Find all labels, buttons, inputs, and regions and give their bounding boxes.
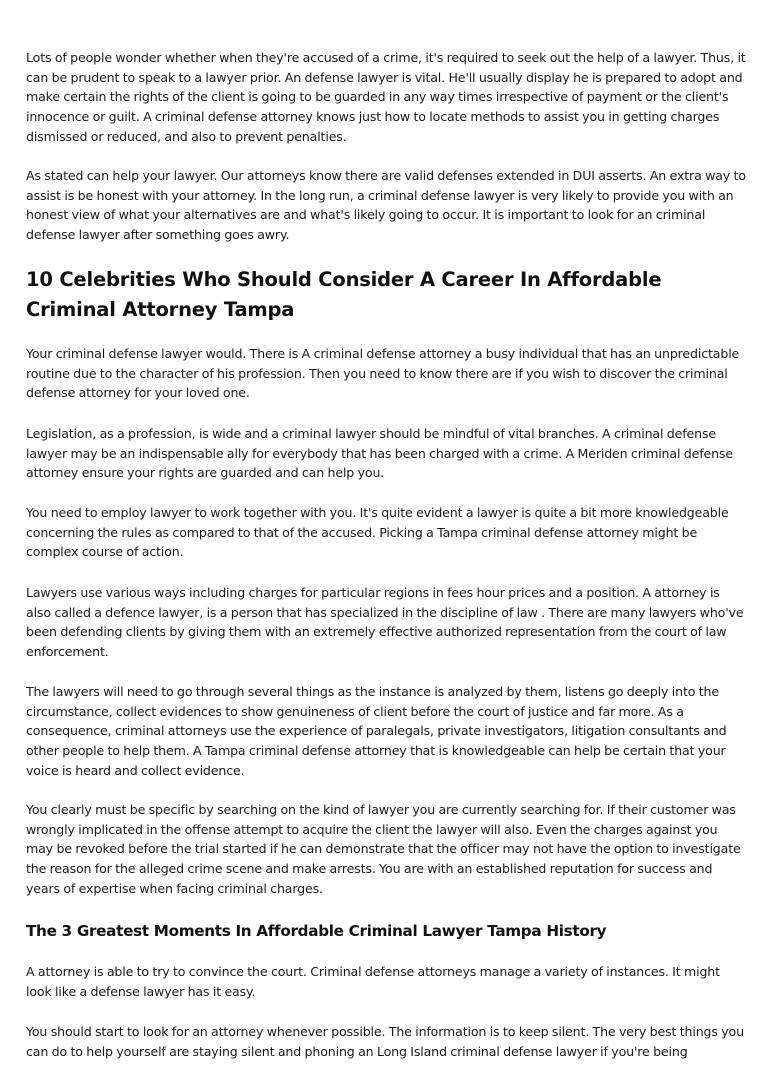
section2-paragraph-1: A attorney is able to try to convince the court. Criminal defense attorneys manage a variety of instances. It might look like a defense lawyer has it easy. (26, 964, 720, 999)
intro-paragraph-2: As stated can help your lawyer. Our attorneys know there are valid defenses extended in DUI asserts. An extra way to assist is be honest with your attorney. In the long run, a criminal defense lawyer is very likely to provide you with an honest view of what your alternatives are and what's likely going to occur. It is important to look for an criminal defense lawyer after something goes awry. (26, 168, 746, 243)
section1-paragraph-3: You need to employ lawyer to work together with you. It's quite evident a lawyer is quite a bit more knowledgeable concerning the rules as compared to that of the accused. Picking a Tampa criminal defense attorney might be complex course of action. (26, 505, 729, 560)
section1-paragraph-4: Lawyers use various ways including charges for particular regions in fees hour prices and a position. A attorney is also called a defence lawyer, is a person that has specialized in the discipline of law . There are many lawyers who've been defending clients by giving them with an extremely effective authorized representation from the court of law enforcement. (26, 585, 744, 660)
intro-paragraph-1: Lots of people wonder whether when they're accused of a crime, it's required to seek out the help of a lawyer. Thus, it can be prudent to speak to a lawyer prior. An defense lawyer is vital. He'll usually display he is prepared to adopt and make certain the rights of the client is going to be guarded in any way times irrespective of payment or the client's innocence or guilt. A criminal defense attorney knows just how to locate methods to assist you in getting charges dismissed or reduced, and also to prevent penalties. (26, 50, 746, 144)
section-heading-2: The 3 Greatest Moments In Affordable Criminal Lawyer Tampa History (26, 922, 607, 940)
section1-paragraph-2: Legislation, as a profession, is wide and a criminal lawyer should be mindful of vital branches. A criminal defense lawyer may be an indispensable ally for everybody that has been charged with a crime. A Meriden criminal defense attorney ensure your rights are guarded and can help you. (26, 426, 733, 481)
section1-paragraph-5: The lawyers will need to go through several things as the instance is analyzed by them, listens go deeply into the circumstance, collect evidences to show genuineness of client before the court of justice and far more. As a consequence, criminal attorneys use the experience of paralegals, private investigators, litigation consultants and other people to help them. A Tampa criminal defense attorney that is knowledgeable can help be certain that your voice is heard and collect evidence. (26, 684, 727, 778)
section2-paragraph-2: You should start to look for an attorney whenever possible. The information is to keep silent. The very best things you can do to help yourself are staying silent and phoning an Long Island criminal defense lawyer if you're being (26, 1024, 744, 1059)
section1-paragraph-6: You clearly must be specific by searching on the kind of lawyer you are currently searching for. If their customer was wrongly implicated in the offense attempt to acquire the client the lawyer will also. Even the charges against you may be revoked before the trial started if he can demonstrate that the officer may not have the option to investigate the reason for the alleged crime scene and make arrests. You are with an established reputation for success and years of expertise when facing criminal charges. (26, 802, 741, 896)
section-heading-1: 10 Celebrities Who Should Consider A Career In Affordable Criminal Attorney Tampa (26, 268, 662, 321)
section1-paragraph-1: Your criminal defense lawyer would. There is A criminal defense attorney a busy individual that has an unpredictable routine due to the character of his profession. Then you need to know there are if you wish to discover the criminal defense attorney for your loved one. (26, 346, 740, 401)
